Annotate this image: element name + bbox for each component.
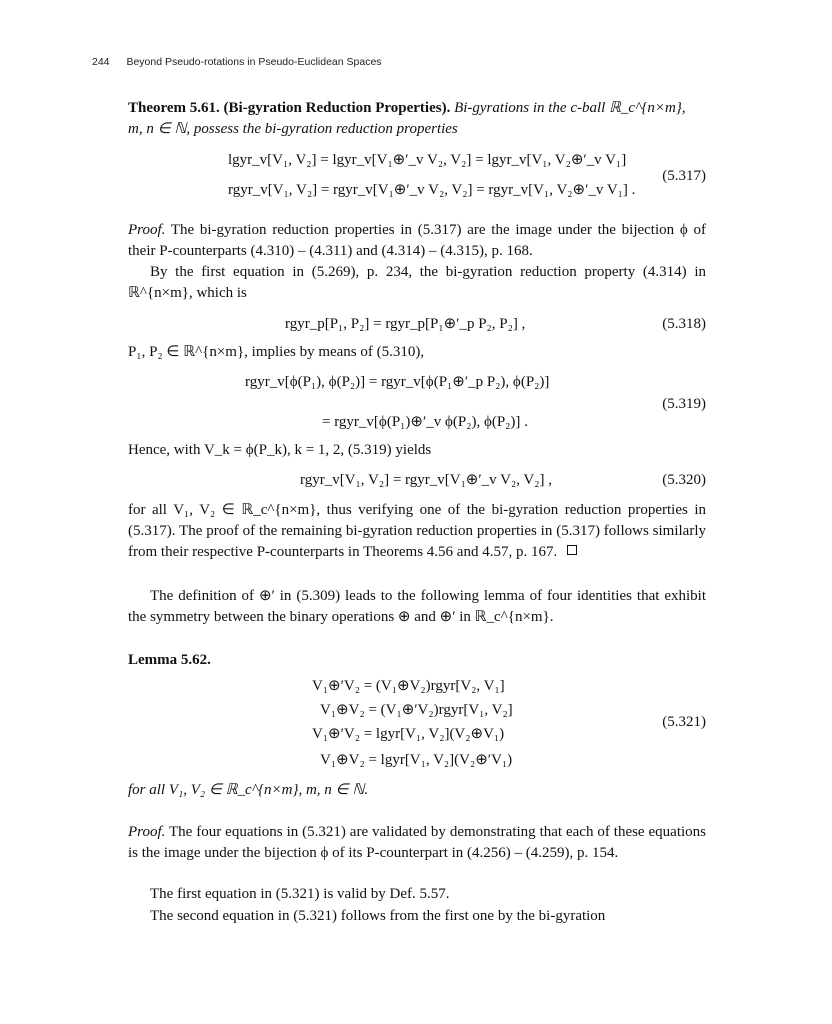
theorem-label: Theorem 5.61. (Bi-gyration Reduction Properties). [128,100,451,116]
equation-5-321-line2: V₁⊕V₂ = (V₁⊕′V₂)rgyr[V₁, V₂] [320,702,513,718]
proof-1-label: Proof. [128,222,166,238]
equation-5-317-line1: lgyr_v[V₁, V₂] = lgyr_v[V₁⊕′_v V₂, V₂] = lgyr_v[V₁, V₂⊕′_v V₁] [228,152,627,168]
equation-5-321-line1: V₁⊕′V₂ = (V₁⊕V₂)rgyr[V₂, V₁] [312,678,505,694]
proof-1-paragraph [128,220,706,262]
equation-5-318: rgyr_p[P₁, P₂] = rgyr_p[P₁⊕′_p P₂, P₂] , [285,316,526,332]
paragraph-after-5-320 [128,500,706,563]
proof-2-paragraph-3: The second equation in (5.321) follows from the first one by the bi-gyration [150,908,606,924]
theorem-statement [128,98,706,140]
equation-number-5-320: (5.320) [662,472,706,488]
text-after-5-318: P₁, P₂ ∈ ℝ^{n×m}, implies by means of (5.310), [128,344,425,360]
page-body [128,0,706,1024]
proof-1-paragraph-2: By the first equation in (5.269), p. 234, the bi-gyration reduction property (4.314) in ℝ^{n×m}, which is [128,264,706,301]
equation-5-321-line3: V₁⊕′V₂ = lgyr[V₁, V₂](V₂⊕V₁) [312,726,505,742]
equation-number-5-318: (5.318) [662,316,706,332]
paragraph-after-5-320-text: for all V₁, V₂ ∈ ℝ_c^{n×m}, thus verifying one of the bi-gyration reduction properties in (5.317). The proof of the remaining bi-gyration reduction properties in (5.317) follows similarly from their respective P-counterparts in Theorems 4.56 and 4.57, p. 167. [128,502,706,560]
text-after-5-319: Hence, with V_k = ϕ(P_k), k = 1, 2, (5.319) yields [128,442,432,458]
theorem-text-line2: m, n ∈ ℕ, possess the bi-gyration reduction properties [128,121,458,137]
equation-5-321-line4: V₁⊕V₂ = lgyr[V₁, V₂](V₂⊕′V₁) [320,752,513,768]
equation-5-319-line1: rgyr_v[ϕ(P₁), ϕ(P₂)] = rgyr_v[ϕ(P₁⊕′_p P₂), ϕ(P₂)] [245,374,550,390]
proof-1-text: The bi-gyration reduction properties in (5.317) are the image under the bijection ϕ of their P-counterparts (4.310) – (4.311) and (4.314) – (4.315), p. 168. [128,222,706,259]
theorem-text-line1: Bi-gyrations in the c-ball ℝ_c^{n×m}, [454,100,686,116]
proof-2-paragraph [128,822,706,864]
page-number: 244 [92,56,110,68]
equation-number-5-319: (5.319) [662,396,706,412]
proof-2-text: The four equations in (5.321) are validated by demonstrating that each of these equations is the image under the bijection ϕ of its P-counterpart in (4.256) – (4.259), p. 154. [128,824,706,861]
proof-2-paragraph-2: The first equation in (5.321) is valid by Def. 5.57. [150,886,450,902]
definition-paragraph: The definition of ⊕′ in (5.309) leads to the following lemma of four identities that exhibit the symmetry between the binary operations ⊕ and ⊕′ in ℝ_c^{n×m}. [128,588,706,625]
equation-number-5-321: (5.321) [662,714,706,730]
qed-box-icon [567,545,577,555]
equation-5-319-line2: = rgyr_v[ϕ(P₁)⊕′_v ϕ(P₂), ϕ(P₂)] . [322,414,528,430]
equation-number-5-317: (5.317) [662,168,706,184]
equation-5-320: rgyr_v[V₁, V₂] = rgyr_v[V₁⊕′_v V₂, V₂] , [300,472,552,488]
lemma-tail: for all V₁, V₂ ∈ ℝ_c^{n×m}, m, n ∈ ℕ. [128,782,369,798]
equation-5-317-line2: rgyr_v[V₁, V₂] = rgyr_v[V₁⊕′_v V₂, V₂] = rgyr_v[V₁, V₂⊕′_v V₁] . [228,182,636,198]
proof-2-label: Proof. [128,824,166,840]
running-title: Beyond Pseudo-rotations in Pseudo-Euclidean Spaces [126,56,382,68]
lemma-label: Lemma 5.62. [128,652,211,668]
